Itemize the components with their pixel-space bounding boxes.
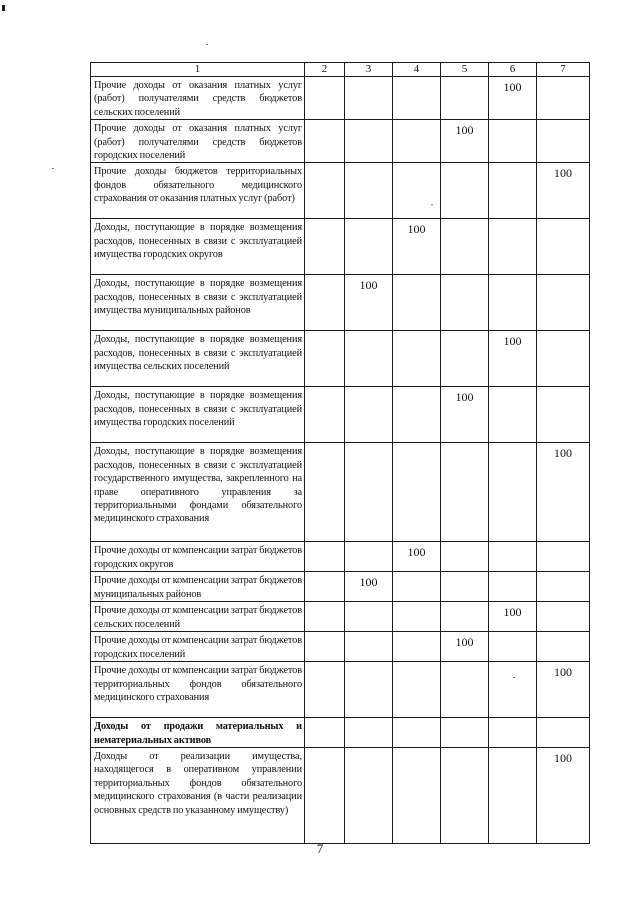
value-cell xyxy=(345,748,393,844)
table-row xyxy=(91,602,590,632)
row-description: Доходы, поступающие в порядке возмещения расходов, понесенных в связи с эксплуатацией имущества городских поселений xyxy=(91,387,305,443)
value-cell xyxy=(345,632,393,662)
value-cell xyxy=(305,748,345,844)
table-row xyxy=(91,748,590,844)
value-cell xyxy=(305,77,345,120)
page-number: 7 xyxy=(316,841,324,856)
column-header: 2 xyxy=(305,63,345,77)
value-cell xyxy=(441,572,489,602)
value-cell: 100 xyxy=(489,77,537,120)
value-cell xyxy=(305,120,345,163)
value-cell xyxy=(441,219,489,275)
value-cell xyxy=(537,331,590,387)
row-description: Прочие доходы от компенсации затрат бюджетов территориальных фондов обязательного медицинского страхования xyxy=(91,662,305,718)
value-cell xyxy=(441,602,489,632)
table-row xyxy=(91,572,590,602)
value-cell: 100 xyxy=(441,387,489,443)
value-cell xyxy=(441,718,489,748)
value-cell xyxy=(393,718,441,748)
value-cell xyxy=(537,572,590,602)
table-row xyxy=(91,120,590,163)
value-cell xyxy=(393,662,441,718)
table-row xyxy=(91,443,590,542)
value-cell xyxy=(393,120,441,163)
value-cell xyxy=(441,275,489,331)
value-cell: 100 xyxy=(441,120,489,163)
row-description: Доходы, поступающие в порядке возмещения расходов, понесенных в связи с эксплуатацией государственного имущества, закрепленного на праве оперативного управления за территориальными фондами обязательного медицинского страхования xyxy=(91,443,305,542)
value-cell xyxy=(537,387,590,443)
revenue-table xyxy=(90,62,590,844)
value-cell xyxy=(345,602,393,632)
row-description: Прочие доходы от оказания платных услуг (работ) получателями средств бюджетов городских поселений xyxy=(91,120,305,163)
row-description: Прочие доходы от оказания платных услуг (работ) получателями средств бюджетов сельских поселений xyxy=(91,77,305,120)
value-cell xyxy=(537,542,590,572)
value-cell xyxy=(305,443,345,542)
value-cell: 100 xyxy=(537,748,590,844)
value-cell xyxy=(305,331,345,387)
value-cell xyxy=(345,542,393,572)
value-cell xyxy=(537,77,590,120)
value-cell xyxy=(345,163,393,219)
value-cell xyxy=(305,632,345,662)
value-cell xyxy=(489,748,537,844)
value-cell: 100 xyxy=(537,662,590,718)
value-cell xyxy=(537,219,590,275)
value-cell xyxy=(489,443,537,542)
value-cell xyxy=(393,163,441,219)
row-description: Доходы, поступающие в порядке возмещения расходов, понесенных в связи с эксплуатацией имущества муниципальных районов xyxy=(91,275,305,331)
value-cell xyxy=(489,632,537,662)
row-description: Прочие доходы от компенсации затрат бюджетов городских округов xyxy=(91,542,305,572)
row-description: Доходы, поступающие в порядке возмещения расходов, понесенных в связи с эксплуатацией имущества городских округов xyxy=(91,219,305,275)
row-description: Прочие доходы от компенсации затрат бюджетов сельских поселений xyxy=(91,602,305,632)
value-cell xyxy=(345,443,393,542)
column-header: 4 xyxy=(393,63,441,77)
value-cell xyxy=(345,331,393,387)
scan-artifact xyxy=(2,5,5,11)
value-cell: 100 xyxy=(489,331,537,387)
value-cell xyxy=(345,718,393,748)
column-header: 3 xyxy=(345,63,393,77)
scan-speck xyxy=(52,168,54,169)
value-cell xyxy=(305,718,345,748)
value-cell xyxy=(345,662,393,718)
value-cell xyxy=(305,163,345,219)
value-cell xyxy=(537,602,590,632)
value-cell xyxy=(537,632,590,662)
value-cell xyxy=(305,662,345,718)
table-row xyxy=(91,163,590,219)
value-cell xyxy=(345,120,393,163)
table-row xyxy=(91,275,590,331)
value-cell: 100 xyxy=(537,443,590,542)
value-cell xyxy=(489,718,537,748)
value-cell: 100 xyxy=(393,542,441,572)
value-cell xyxy=(345,387,393,443)
value-cell xyxy=(489,163,537,219)
value-cell xyxy=(393,387,441,443)
value-cell xyxy=(393,632,441,662)
value-cell xyxy=(489,275,537,331)
value-cell: 100 xyxy=(537,163,590,219)
value-cell xyxy=(537,275,590,331)
row-description: Доходы, поступающие в порядке возмещения расходов, понесенных в связи с эксплуатацией имущества сельских поселений xyxy=(91,331,305,387)
value-cell xyxy=(441,77,489,120)
column-header: 6 xyxy=(489,63,537,77)
scan-speck xyxy=(206,44,208,45)
row-description: Прочие доходы бюджетов территориальных фондов обязательного медицинского страхования от оказания платных услуг (работ) xyxy=(91,163,305,219)
value-cell xyxy=(393,602,441,632)
table-body xyxy=(91,63,590,844)
table-row xyxy=(91,542,590,572)
table-row xyxy=(91,632,590,662)
table-row xyxy=(91,662,590,718)
value-cell xyxy=(489,387,537,443)
row-description: Прочие доходы от компенсации затрат бюджетов городских поселений xyxy=(91,632,305,662)
section-header-row xyxy=(91,718,590,748)
value-cell xyxy=(441,163,489,219)
value-cell xyxy=(441,542,489,572)
value-cell xyxy=(441,443,489,542)
value-cell: 100 xyxy=(489,602,537,632)
value-cell xyxy=(393,572,441,602)
value-cell xyxy=(441,662,489,718)
value-cell: 100 xyxy=(393,219,441,275)
row-description: Доходы от реализации имущества, находящегося в оперативном управлении территориальных фондов обязательного медицинского страхования (в части реализации основных средств по указанному имуществу) xyxy=(91,748,305,844)
value-cell xyxy=(393,331,441,387)
value-cell xyxy=(305,275,345,331)
table-header-row xyxy=(91,63,590,77)
value-cell xyxy=(489,662,537,718)
value-cell xyxy=(393,443,441,542)
value-cell: 100 xyxy=(441,632,489,662)
value-cell xyxy=(489,219,537,275)
value-cell xyxy=(305,542,345,572)
value-cell xyxy=(489,120,537,163)
value-cell xyxy=(489,542,537,572)
value-cell: 100 xyxy=(345,572,393,602)
value-cell xyxy=(393,275,441,331)
table-row xyxy=(91,77,590,120)
value-cell xyxy=(305,572,345,602)
value-cell xyxy=(393,77,441,120)
column-header: 5 xyxy=(441,63,489,77)
value-cell xyxy=(345,219,393,275)
row-description: Доходы от продажи материальных и нематериальных активов xyxy=(91,718,305,748)
column-header: 7 xyxy=(537,63,590,77)
value-cell xyxy=(305,602,345,632)
value-cell xyxy=(305,387,345,443)
value-cell xyxy=(537,718,590,748)
value-cell: 100 xyxy=(345,275,393,331)
value-cell xyxy=(305,219,345,275)
value-cell xyxy=(345,77,393,120)
value-cell xyxy=(393,748,441,844)
value-cell xyxy=(441,331,489,387)
column-header: 1 xyxy=(91,63,305,77)
value-cell xyxy=(441,748,489,844)
row-description: Прочие доходы от компенсации затрат бюджетов муниципальных районов xyxy=(91,572,305,602)
value-cell xyxy=(489,572,537,602)
value-cell xyxy=(537,120,590,163)
table-row xyxy=(91,331,590,387)
table-row xyxy=(91,387,590,443)
table-row xyxy=(91,219,590,275)
